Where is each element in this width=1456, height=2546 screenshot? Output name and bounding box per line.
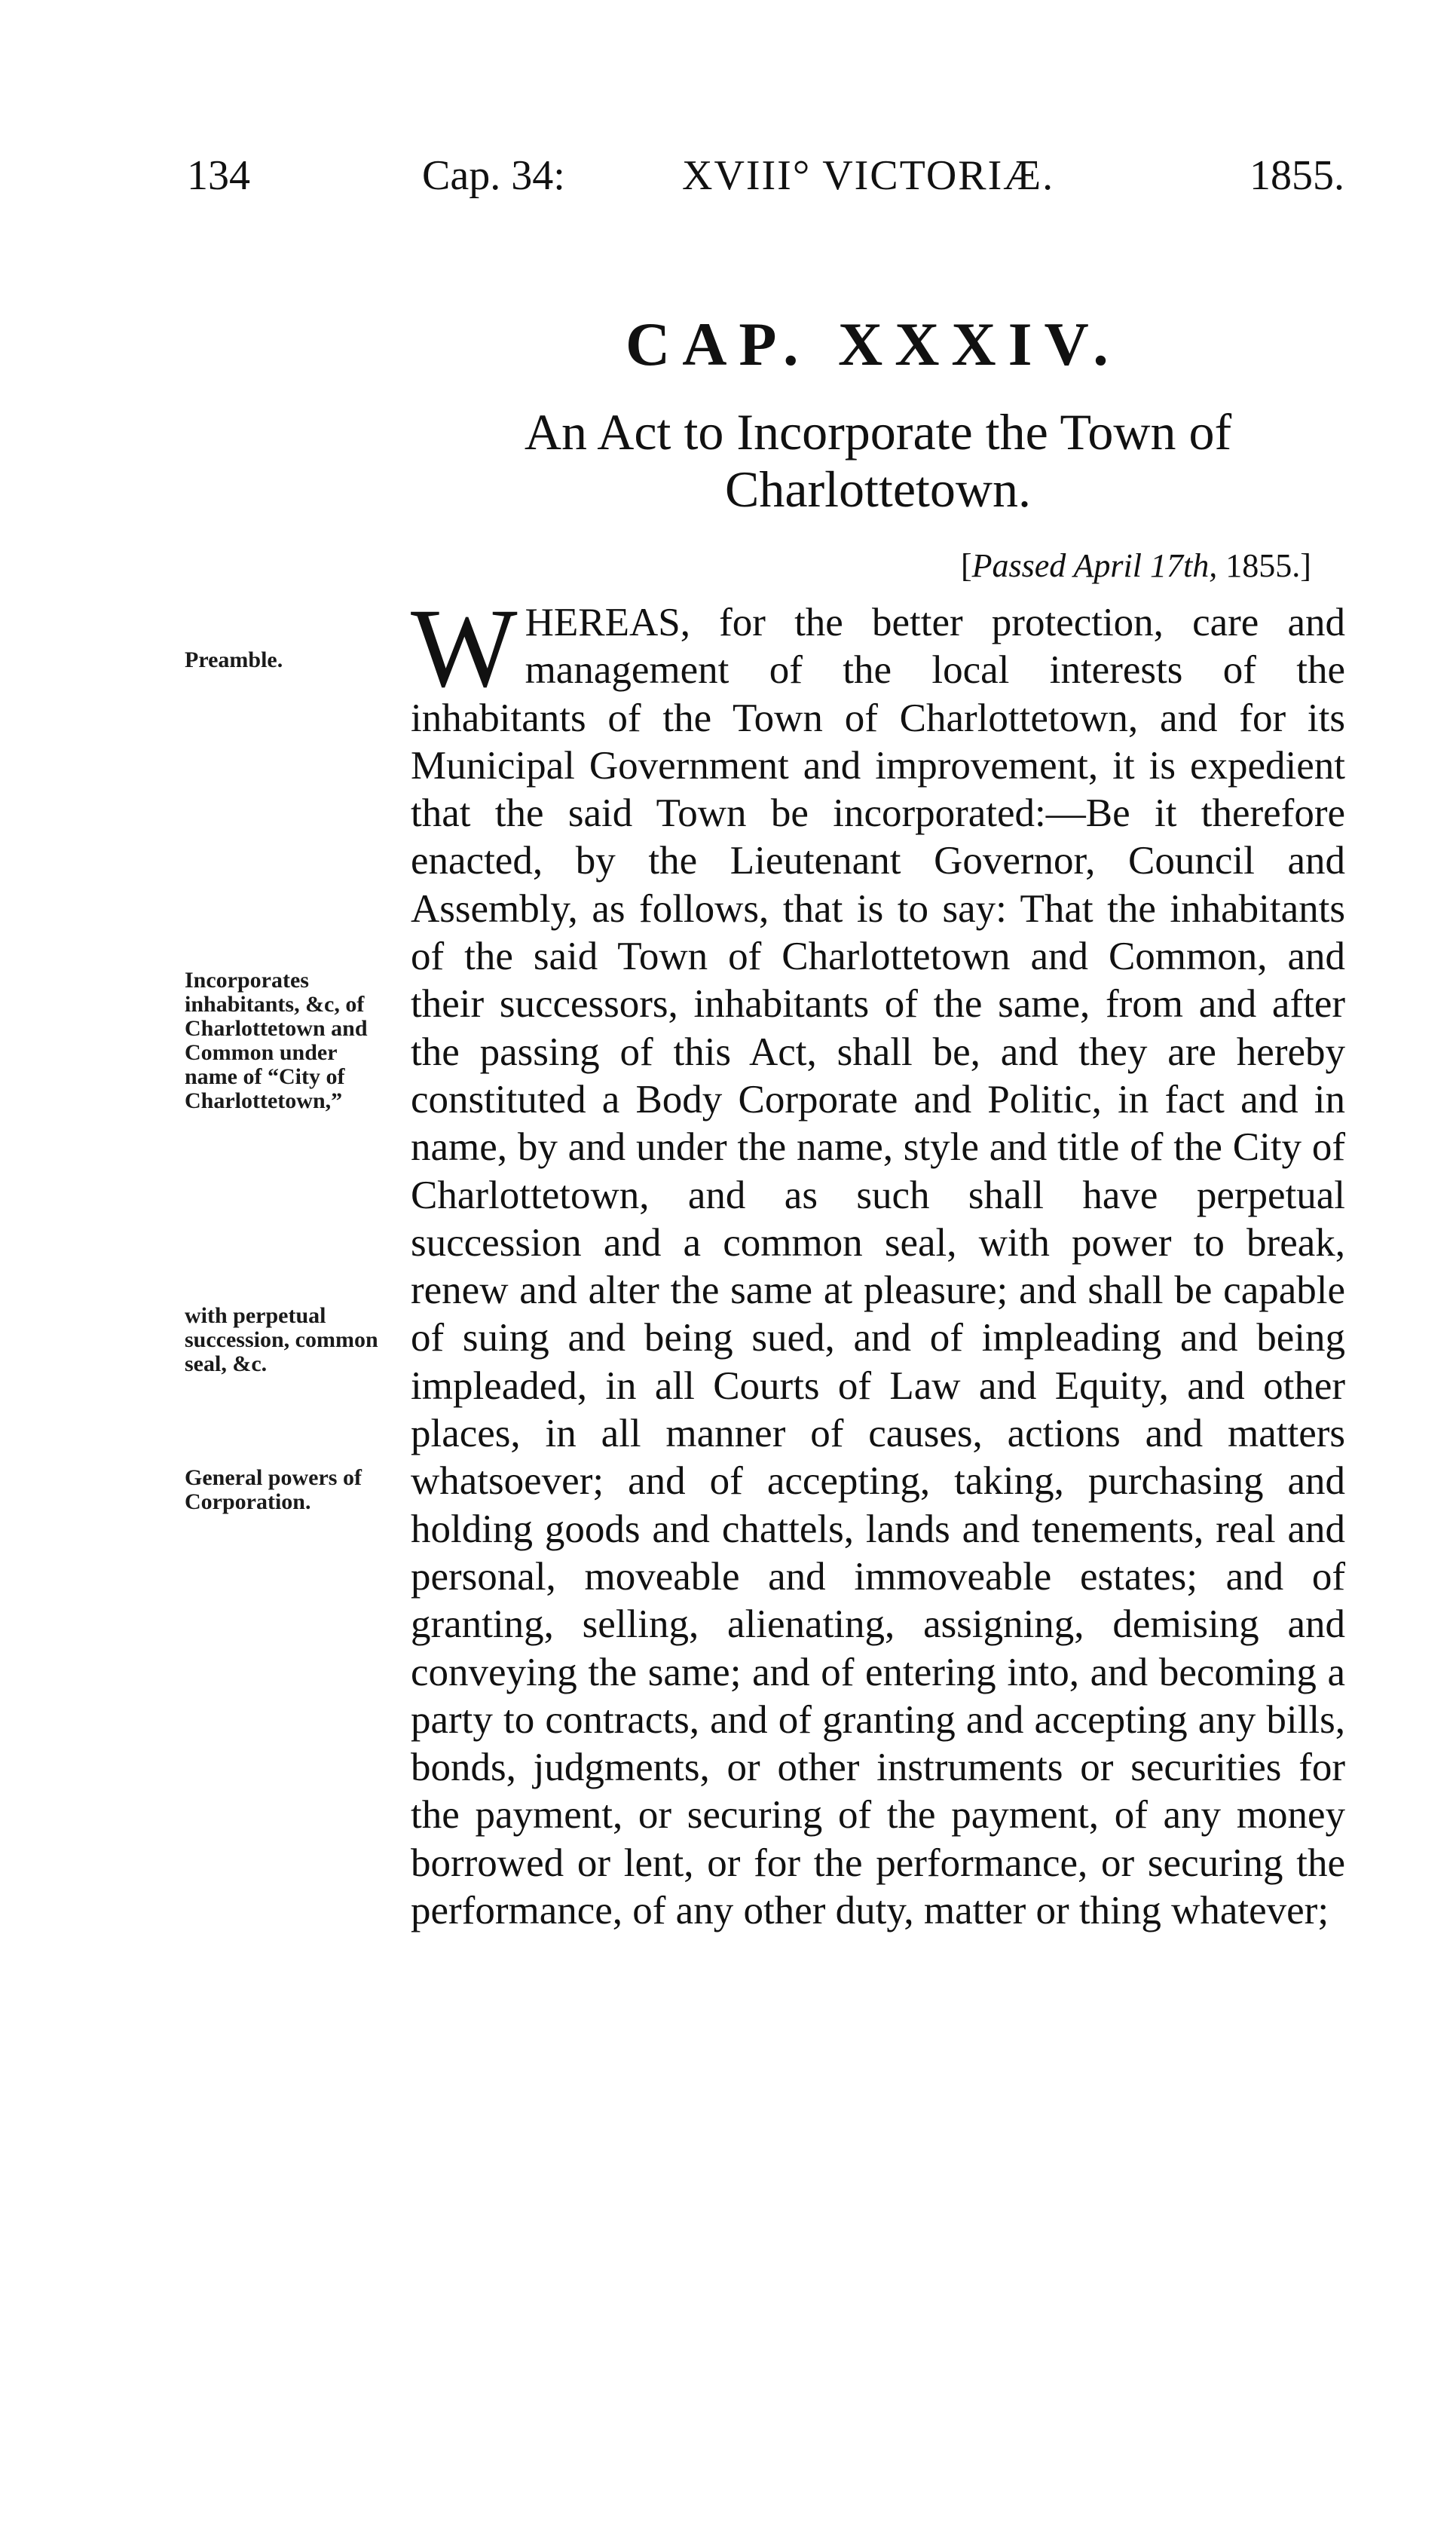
passed-label: Passed April 17th, — [971, 547, 1218, 584]
margin-note-general-powers: General powers of Corporation. — [185, 1465, 362, 1514]
act-body-text: HEREAS, for the better protection, care and management of the local interests of the inhabitants of the Town of Charlottetown, and for its Municipal Government and improvement, it is expedient that the said Town be incorporated:—Be it therefore enacted, by the Lieutenant Governor, Council and Assembly, as follows, that is to say: That the inhabitants of the said Town of Charlottetown and Common, and their successors, inhabitants of the same, from and after the passing of this Act, shall be, and they are hereby constituted a Body Corporate and Politic, in fact and in name, by and under the name, style and title of the City of Charlottetown, and as such shall have perpetual succession and a common seal, with power to break, renew and alter the same at pleasure; and shall be capable of suing and being sued, and of impleading and being impleaded, in all Courts of Law and Equity, and other places, in all manner of causes, actions and matters whatsoever; and of accepting, taking, purchasing and holding goods and chattels, lands and tenements, real and personal, moveable and immoveable estates; and of granting, selling, alienating, assigning, demising and conveying the same; and of entering into, and becoming a party to contracts, and of granting and accepting any bills, bonds, judgments, or other instruments or securities for the payment, or securing of the payment, of any money borrowed or lent, or for the performance, or securing the performance, of any other duty, matter or thing whatever; — [411, 601, 1345, 1933]
running-reign: XVIII° VICTORIÆ. — [682, 152, 1055, 199]
act-body — [411, 586, 1345, 1935]
margin-note-preamble: Preamble. — [185, 647, 283, 672]
page-number: 134 — [187, 152, 250, 199]
passed-date — [961, 546, 1311, 585]
passed-bracket: [ — [961, 547, 972, 584]
margin-note-incorporates: Incorporates inhabitants, &c, of Charlottetown and Common under name of “City of Charlottetown,” — [185, 968, 368, 1113]
chapter-title: CAP. XXXIV. — [626, 310, 1121, 378]
drop-cap: W — [411, 586, 518, 711]
running-chapter: Cap. 34: — [422, 152, 565, 199]
act-title: An Act to Incorporate the Town of Charlottetown. — [524, 403, 1232, 518]
margin-note-perpetual: with perpetual succession, common seal, &c. — [185, 1303, 378, 1376]
running-year: 1855. — [1250, 152, 1344, 199]
passed-year: 1855.] — [1225, 547, 1311, 584]
